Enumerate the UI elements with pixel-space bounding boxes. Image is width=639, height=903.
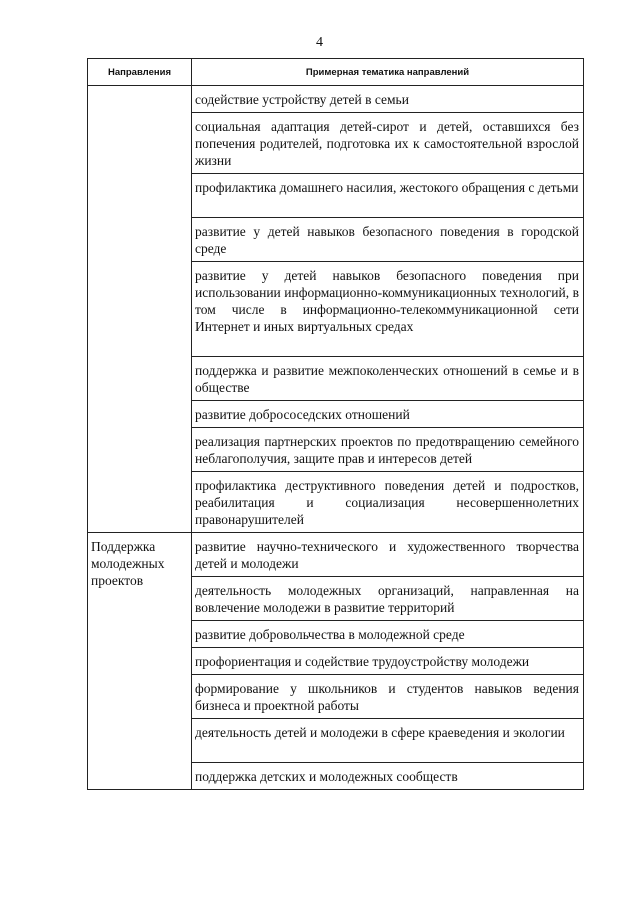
direction-cell	[88, 86, 192, 533]
topic-cell: развитие научно-технического и художественного творчества детей и молодежи	[192, 533, 584, 577]
topic-cell: профилактика домашнего насилия, жестокого обращения с детьми	[192, 174, 584, 218]
table-row	[88, 86, 584, 113]
topic-cell: деятельность детей и молодежи в сфере краеведения и экологии	[192, 719, 584, 763]
topic-cell: развитие добрососедских отношений	[192, 401, 584, 428]
topic-cell: развитие у детей навыков безопасного поведения в городской среде	[192, 218, 584, 262]
header-directions: Направления	[88, 59, 192, 86]
table-row	[88, 533, 584, 577]
topic-cell: реализация партнерских проектов по предотвращению семейного неблагополучия, защите прав и интересов детей	[192, 428, 584, 472]
topic-cell: поддержка и развитие межпоколенческих отношений в семье и в обществе	[192, 357, 584, 401]
topic-cell: социальная адаптация детей-сирот и детей, оставшихся без попечения родителей, подготовка их к самостоятельной взрослой жизни	[192, 113, 584, 174]
topic-cell: профориентация и содействие трудоустройству молодежи	[192, 648, 584, 675]
topic-cell: содействие устройству детей в семьи	[192, 86, 584, 113]
topic-cell: развитие добровольчества в молодежной среде	[192, 621, 584, 648]
page-number: 4	[316, 35, 323, 50]
table-header-row	[88, 59, 584, 86]
topic-cell: деятельность молодежных организаций, направленная на вовлечение молодежи в развитие территорий	[192, 577, 584, 621]
topic-cell: формирование у школьников и студентов навыков ведения бизнеса и проектной работы	[192, 675, 584, 719]
directions-table	[87, 58, 584, 790]
topic-cell: поддержка детских и молодежных сообществ	[192, 763, 584, 790]
topic-cell: профилактика деструктивного поведения детей и подростков, реабилитация и социализация несовершеннолетних правонарушителей	[192, 472, 584, 533]
direction-cell-youth-projects: Поддержка молодежных проектов	[88, 533, 192, 790]
header-topics: Примерная тематика направлений	[192, 59, 584, 86]
topic-cell: развитие у детей навыков безопасного поведения при использовании информационно-коммуникационных технологий, в том числе в информационно-телекоммуникационной сети Интернет и иных виртуальных средах	[192, 262, 584, 357]
